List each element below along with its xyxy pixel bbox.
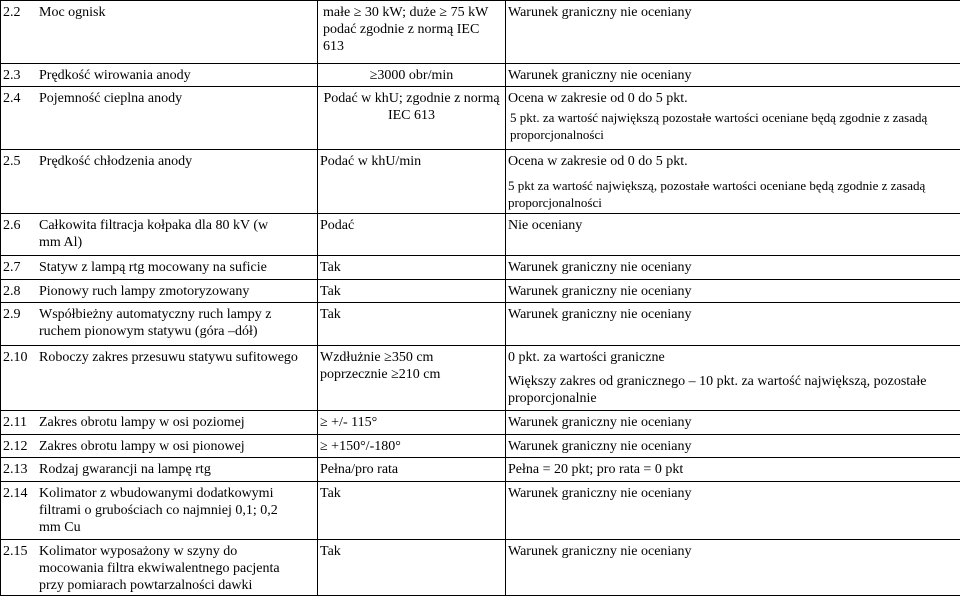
row-requirement: Tak xyxy=(318,482,506,540)
table-row xyxy=(1,256,960,280)
row-number: 2.10 xyxy=(3,350,28,365)
row-evaluation: Ocena w zakresie od 0 do 5 pkt. xyxy=(508,91,688,106)
table-row xyxy=(1,458,960,482)
row-evaluation-detail: 5 pkt za wartość największą, pozostałe wartości oceniane będą zgodnie z zasadą proporcjonalności xyxy=(508,178,926,210)
table-row xyxy=(1,303,960,346)
row-requirement: Podać w khU; zgodnie z normą IEC 613 xyxy=(318,87,506,150)
row-evaluation: Warunek graniczny nie oceniany xyxy=(506,482,960,540)
row-name: Pojemność cieplna anody xyxy=(39,91,183,106)
table-row xyxy=(1,280,960,303)
row-name: Prędkość wirowania anody xyxy=(39,68,191,83)
row-evaluation: Warunek graniczny nie oceniany xyxy=(506,280,960,303)
row-number: 2.9 xyxy=(3,307,21,322)
row-name: Kolimator z wbudowanymi dodatkowymi filtrami o grubościach co najmniej 0,1; 0,2 mm Cu xyxy=(39,486,278,535)
row-number: 2.6 xyxy=(3,218,21,233)
row-number: 2.3 xyxy=(3,68,21,83)
row-name: Kolimator wyposażony w szyny do mocowania filtra ekwiwalentnego pacjenta przy pomiarach powtarzalności dawki xyxy=(39,544,280,593)
row-name: Prędkość chłodzenia anody xyxy=(39,154,193,169)
row-requirement: Wzdłużnie ≥350 cm poprzecznie ≥210 cm xyxy=(318,346,506,411)
table-row xyxy=(1,150,960,214)
row-number: 2.8 xyxy=(3,284,21,299)
table-row xyxy=(1,1,960,64)
row-requirement: Podać xyxy=(318,214,506,256)
row-name: Roboczy zakres przesuwu statywu sufitowego xyxy=(39,350,298,365)
row-number: 2.13 xyxy=(3,462,28,477)
row-requirement: ≥3000 obr/min xyxy=(318,64,506,87)
row-evaluation-detail: Większy zakres od granicznego – 10 pkt. za wartość największą, pozostałe proporcjonalnie xyxy=(508,374,927,406)
row-requirement: ≥ +/- 115° xyxy=(318,411,506,435)
row-name: Pionowy ruch lampy zmotoryzowany xyxy=(39,284,250,299)
row-evaluation: Warunek graniczny nie oceniany xyxy=(506,303,960,346)
row-requirement: małe ≥ 30 kW; duże ≥ 75 kW podać zgodnie z normą IEC 613 xyxy=(318,1,506,64)
table-row xyxy=(1,540,960,596)
row-requirement: Tak xyxy=(318,303,506,346)
row-number: 2.5 xyxy=(3,154,21,169)
row-evaluation: Warunek graniczny nie oceniany xyxy=(506,64,960,87)
row-name: Całkowita filtracja kołpaka dla 80 kV (w mm Al) xyxy=(39,218,269,250)
row-name: Zakres obrotu lampy w osi pionowej xyxy=(39,439,245,454)
row-name: Statyw z lampą rtg mocowany na suficie xyxy=(39,260,267,275)
table-row xyxy=(1,435,960,458)
table-row xyxy=(1,214,960,256)
table-row xyxy=(1,346,960,411)
row-name: Moc ognisk xyxy=(39,5,106,20)
row-evaluation-detail: 5 pkt. za wartość największą pozostałe wartości oceniane będą zgodnie z zasadą proporcjonalności xyxy=(510,110,928,142)
table-row xyxy=(1,411,960,435)
row-number: 2.7 xyxy=(3,260,21,275)
table-row xyxy=(1,87,960,150)
row-evaluation: Warunek graniczny nie oceniany xyxy=(506,540,960,596)
row-requirement: Tak xyxy=(318,540,506,596)
row-evaluation: 0 pkt. za wartości graniczne xyxy=(508,350,665,365)
row-evaluation: Pełna = 20 pkt; pro rata = 0 pkt xyxy=(506,458,960,482)
row-name: Rodzaj gwarancji na lampę rtg xyxy=(39,462,211,477)
row-name: Współbieżny automatyczny ruch lampy z ruchem pionowym statywu (góra –dół) xyxy=(39,307,272,339)
row-requirement: Pełna/pro rata xyxy=(318,458,506,482)
row-requirement: ≥ +150°/-180° xyxy=(318,435,506,458)
row-evaluation: Ocena w zakresie od 0 do 5 pkt. xyxy=(508,154,688,169)
table-row xyxy=(1,64,960,87)
row-number: 2.12 xyxy=(3,439,28,454)
row-evaluation: Warunek graniczny nie oceniany xyxy=(506,411,960,435)
row-evaluation: Nie oceniany xyxy=(506,214,960,256)
row-requirement: Tak xyxy=(318,256,506,280)
row-number: 2.14 xyxy=(3,486,28,501)
row-number: 2.2 xyxy=(3,5,21,20)
row-number: 2.11 xyxy=(3,415,27,430)
row-evaluation: Warunek graniczny nie oceniany xyxy=(506,1,960,64)
table-row xyxy=(1,482,960,540)
row-evaluation: Warunek graniczny nie oceniany xyxy=(506,435,960,458)
row-name: Zakres obrotu lampy w osi poziomej xyxy=(39,415,245,430)
row-requirement: Tak xyxy=(318,280,506,303)
row-number: 2.4 xyxy=(3,91,21,106)
row-evaluation: Warunek graniczny nie oceniany xyxy=(506,256,960,280)
row-requirement: Podać w khU/min xyxy=(318,150,506,214)
row-number: 2.15 xyxy=(3,544,28,559)
